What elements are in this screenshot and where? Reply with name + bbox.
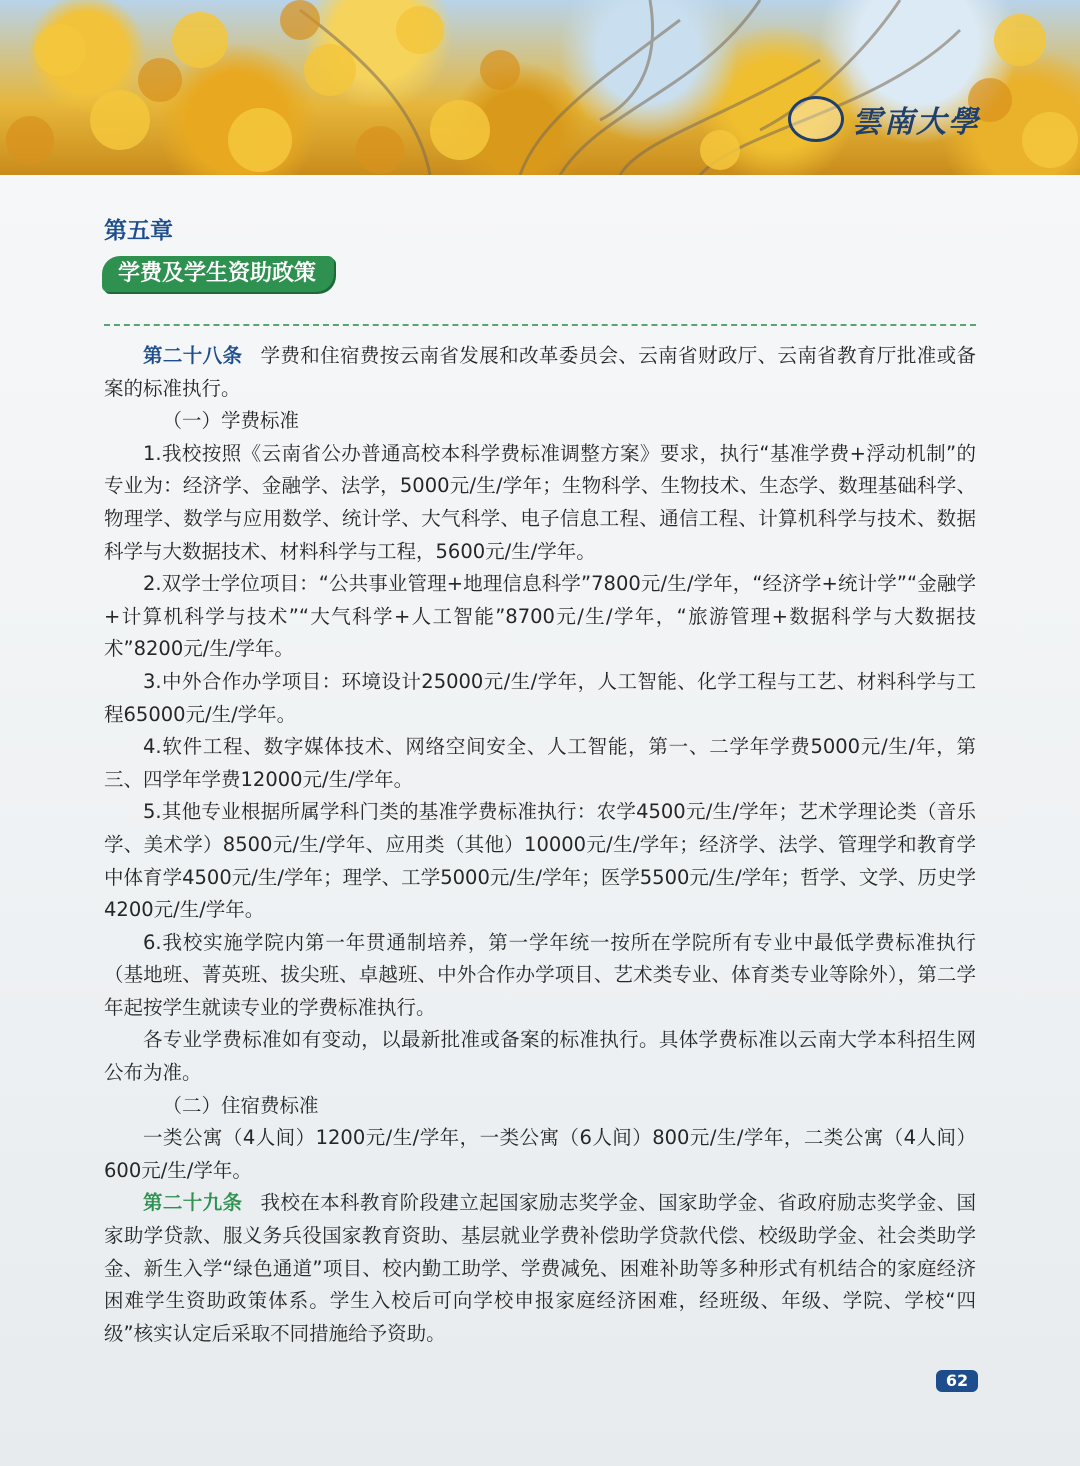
paragraph-text: 4.软件工程、数字媒体技术、网络空间安全、人工智能，第一、二学年学费5000元/生/年，第三、四学年学费12000元/生/学年。	[104, 735, 976, 791]
paragraph-text: 5.其他专业根据所属学科门类的基准学费标准执行：农学4500元/生/学年；艺术学理论类（音乐学、美术学）8500元/生/学年、应用类（其他）10000元/生/学年；经济学、法学、管理学和教育学中体育学4500元/生/学年；理学、工学5000元/生/学年；医学5500元/生/学年；哲学、文学、历史学4200元/生/学年。	[104, 800, 976, 922]
logo-text: 雲南大學	[852, 105, 980, 140]
article-number: 第二十九条	[143, 1191, 243, 1215]
chapter-heading: 第五章	[104, 218, 173, 244]
paragraph	[104, 1024, 976, 1089]
header-banner	[0, 0, 1080, 175]
article-paragraph	[104, 340, 976, 405]
paragraph-text: 我校在本科教育阶段建立起国家励志奖学金、国家助学金、省政府励志奖学金、国家助学贷款、服义务兵役国家教育资助、基层就业学费补偿助学贷款代偿、校级助学金、社会类助学金、新生入学“绿色通道”项目、校内勤工助学、学费减免、困难补助等多种形式有机结合的家庭经济困难学生资助政策体系。学生入校后可向学校申报家庭经济困难，经班级、年级、学院、学校“四级”核实认定后采取不同措施给予资助。	[104, 1191, 976, 1345]
tree-branches-illustration	[0, 0, 1080, 175]
paragraph-text: 1.我校按照《云南省公办普通高校本科学费标准调整方案》要求，执行“基准学费+浮动机制”的专业为：经济学、金融学、法学，5000元/生/学年；生物科学、生物技术、生态学、数理基础科学、物理学、数学与应用数学、统计学、大气科学、电子信息工程、通信工程、计算机科学与技术、数据科学与大数据技术、材料科学与工程，5600元/生/学年。	[104, 441, 976, 563]
paragraph	[104, 927, 976, 1025]
paragraph	[104, 796, 976, 926]
dashed-divider	[104, 324, 976, 326]
page-number: 62	[936, 1370, 978, 1392]
article-number: 第二十八条	[143, 344, 243, 367]
paragraph-text: 6.我校实施学院内第一年贯通制培养，第一学年统一按所在学院所有专业中最低学费标准执行（基地班、菁英班、拔尖班、卓越班、中外合作办学项目、艺术类专业、体育类专业等除外），第二学年起按学生就读专业的学费标准执行。	[104, 930, 976, 1019]
article-body	[104, 340, 976, 1350]
paragraph	[104, 731, 976, 796]
paragraph	[104, 405, 976, 438]
paragraph-text: （二）住宿费标准	[162, 1093, 319, 1117]
paragraph-text: （一）学费标准	[162, 409, 300, 433]
paragraph	[104, 1122, 976, 1187]
paragraph-text: 各专业学费标准如有变动，以最新批准或备案的标准执行。具体学费标准以云南大学本科招生网公布为准。	[104, 1028, 976, 1085]
paragraph	[104, 438, 976, 568]
university-emblem-icon	[788, 96, 844, 142]
paragraph	[104, 568, 976, 666]
paragraph-text: 一类公寓（4人间）1200元/生/学年，一类公寓（6人间）800元/生/学年，二类公寓（4人间）600元/生/学年。	[104, 1126, 976, 1182]
section-title: 学费及学生资助政策	[102, 256, 334, 292]
university-logo	[788, 96, 980, 142]
article-paragraph	[104, 1187, 976, 1350]
paragraph-text: 学费和住宿费按云南省发展和改革委员会、云南省财政厅、云南省教育厅批准或备案的标准执行。	[104, 344, 976, 400]
paragraph	[104, 666, 976, 731]
paragraph	[104, 1090, 976, 1123]
paragraph-text: 3.中外合作办学项目：环境设计25000元/生/学年，人工智能、化学工程与工艺、材料科学与工程65000元/生/学年。	[104, 669, 976, 726]
paragraph-text: 2.双学士学位项目：“公共事业管理+地理信息科学”7800元/生/学年，“经济学+统计学”“金融学+计算机科学与技术”“大气科学+人工智能”8700元/生/学年，“旅游管理+数据科学与大数据技术”8200元/生/学年。	[104, 572, 976, 661]
